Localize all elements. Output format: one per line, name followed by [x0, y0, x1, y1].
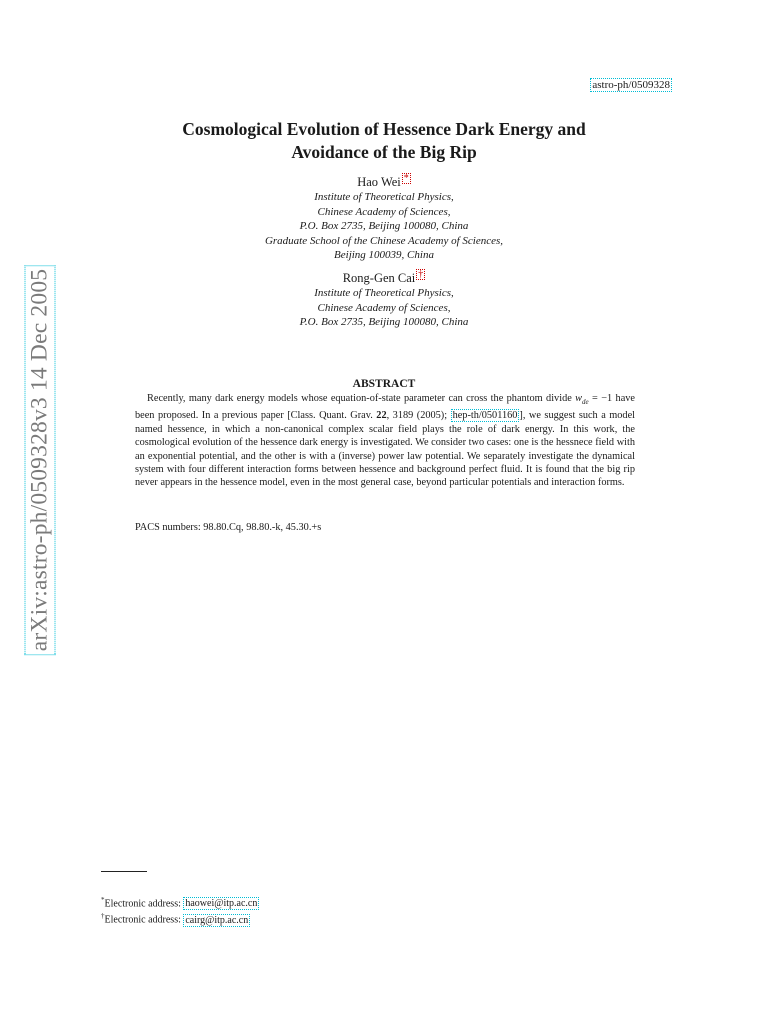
report-id — [590, 79, 672, 91]
email-link[interactable]: cairg@itp.ac.cn — [185, 914, 249, 926]
footnote-2: †Electronic address: cairg@itp.ac.cn — [101, 912, 249, 926]
affiliation-line: Beijing 100039, China — [334, 249, 434, 262]
footnote-mark-link[interactable]: * — [403, 173, 409, 184]
math-subscript: de — [582, 398, 589, 407]
report-id-link[interactable]: astro-ph/0509328 — [592, 79, 670, 91]
email-link[interactable]: haowei@itp.ac.cn — [185, 898, 258, 910]
author-block-2 — [0, 269, 768, 330]
abstract-text: Recently, many dark energy models whose equation-of-state parameter can cross the phantom divide $w_{de} = -1$ have been proposed. In a previous paper [Class. Quant. Grav. 22, 3189 (2005); hep-th/0501160 ], we suggest such a model named hessence, in which a non-canonical complex scalar field plays the role of dark energy. In this work, the cosmological evolution of the hessence dark energy is investigated. We consider two cases: one is the hessnece field with an exponential potential, and the other is with a (inverse) power law potential. We separately investigate the dynamical system with four different interaction forms between hessence and background perfect fluid. It is found that the big rip never appears in the hessence model, even in the most general case, beyond particular potentials and interaction forms. — [135, 393, 636, 489]
author-name: Rong-Gen Cai † — [342, 269, 424, 286]
affiliation-line: P.O. Box 2735, Beijing 100080, China — [299, 220, 469, 233]
footnotes — [101, 894, 259, 927]
pacs-numbers: PACS numbers: 98.80.Cq, 98.80.-k, 45.30.+s — [135, 522, 322, 533]
affiliation-line: Chinese Academy of Sciences, — [317, 205, 451, 218]
footnote-rule — [101, 871, 147, 872]
volume-number: 22 — [376, 410, 387, 422]
affiliation-line: P.O. Box 2735, Beijing 100080, China — [299, 316, 469, 329]
arxiv-stamp-text[interactable]: arXiv:astro-ph/0509328v3 14 Dec 2005 — [25, 265, 56, 655]
affiliation-line: Institute of Theoretical Physics, — [314, 287, 454, 300]
footnote-1: *Electronic address: haowei@itp.ac.cn — [101, 896, 258, 910]
affiliation-line: Chinese Academy of Sciences, — [317, 301, 451, 314]
author-name: Hao Wei * — [357, 173, 409, 190]
footnote-mark-link[interactable]: † — [418, 269, 424, 280]
paper-title — [0, 118, 768, 164]
author-block-1 — [0, 173, 768, 263]
affiliation-line: Institute of Theoretical Physics, — [314, 191, 454, 204]
reference-link[interactable]: hep-th/0501160 — [452, 410, 518, 422]
title-line-1: Cosmological Evolution of Hessence Dark Energy and — [182, 119, 586, 139]
abstract-heading: ABSTRACT — [352, 378, 416, 390]
math-w: w — [575, 393, 583, 404]
title-line-2: Avoidance of the Big Rip — [291, 142, 477, 162]
affiliation-line: Graduate School of the Chinese Academy of Sciences, — [264, 234, 504, 247]
